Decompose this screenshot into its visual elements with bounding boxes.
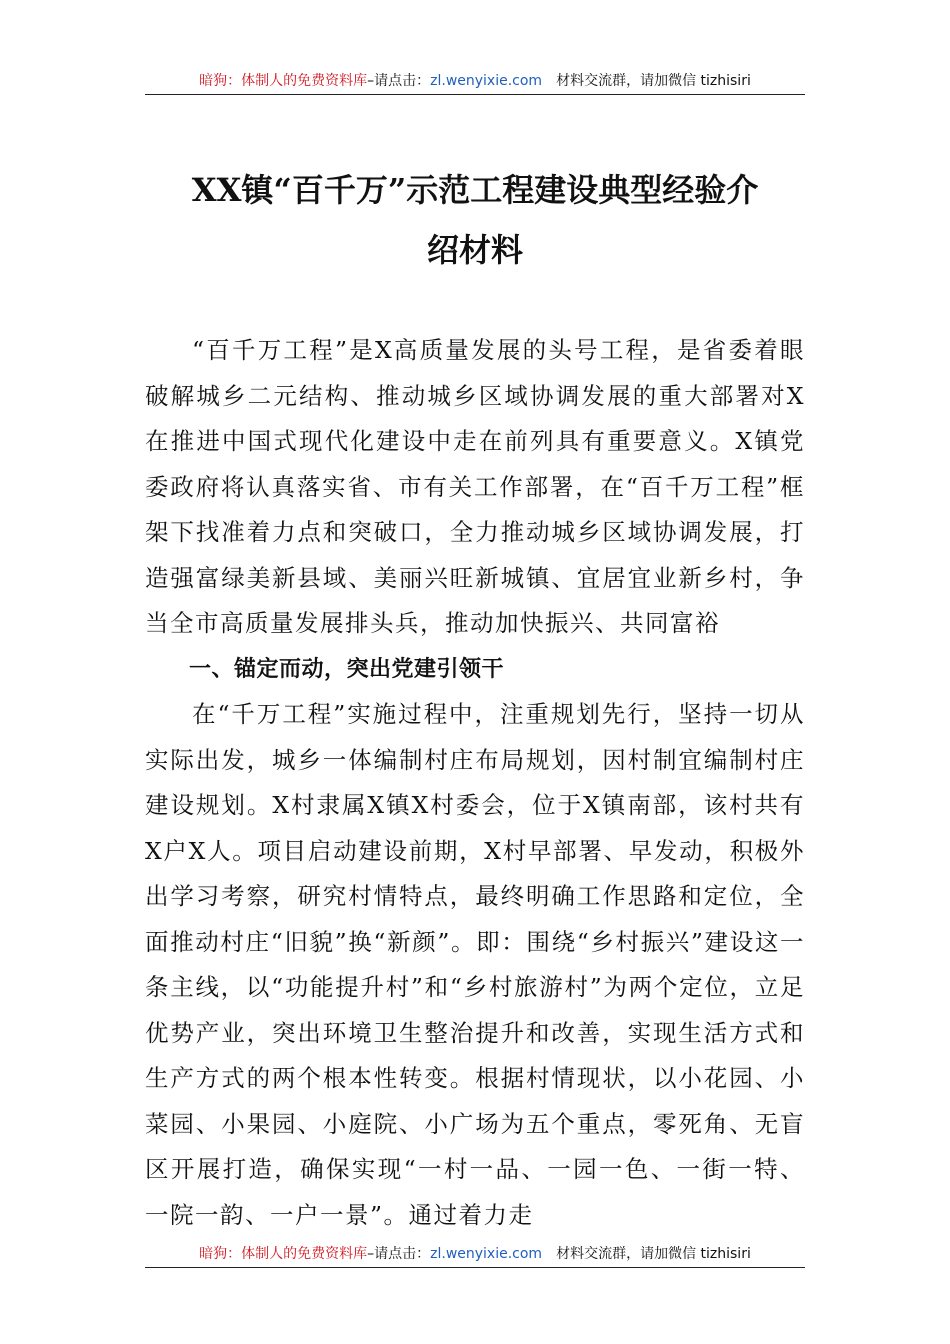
document-body (145, 328, 805, 1238)
banner-prompt: –请点击： (367, 73, 431, 89)
section-1-heading: 一、锚定而动，突出党建引领干 (189, 656, 505, 682)
intro-paragraph: “百千万工程”是X高质量发展的头号工程，是省委着眼破解城乡二元结构、推动城乡区域协调发展的重大部署对X在推进中国式现代化建设中走在前列具有重要意义。X镇党委政府将认真落实省、市有关工作部署，在“百千万工程”框架下找准着力点和突破口，全力推动城乡区域协调发展，打造强富绿美新县域、美丽兴旺新城镇、宜居宜业新乡村，争当全市高质量发展排头兵，推动加快振兴、共同富裕 (145, 336, 805, 637)
banner-contact: 材料交流群，请加微信 tizhisiri (556, 73, 751, 89)
header-banner (145, 70, 805, 95)
banner-link[interactable]: zl.wenyixie.com (430, 73, 543, 89)
footer-brand: 暗狗：体制人的免费资料库 (199, 1246, 368, 1262)
banner-brand: 暗狗：体制人的免费资料库 (199, 73, 368, 89)
footer-link[interactable]: zl.wenyixie.com (430, 1246, 543, 1262)
document-title (145, 160, 805, 280)
title-line-2: 绍材料 (426, 231, 523, 269)
section-1-paragraph: 在“千万工程”实施过程中，注重规划先行，坚持一切从实际出发，城乡一体编制村庄布局规划，因村制宜编制村庄建设规划。X村隶属X镇X村委会，位于X镇南部，该村共有X户X人。项目启动建设前期，X村早部署、早发动，积极外出学习考察，研究村情特点，最终明确工作思路和定位，全面推动村庄“旧貌”换“新颜”。即：围绕“乡村振兴”建设这一条主线，以“功能提升村”和“乡村旅游村”为两个定位，立足优势产业，突出环境卫生整治提升和改善，实现生活方式和生产方式的两个根本性转变。根据村情现状，以小花园、小菜园、小果园、小庭院、小广场为五个重点，零死角、无盲区开展打造，确保实现“一村一品、一园一色、一街一特、一院一韵、一户一景”。通过着力走 (145, 700, 805, 1229)
footer-contact: 材料交流群，请加微信 tizhisiri (556, 1246, 751, 1262)
footer-prompt: –请点击： (367, 1246, 431, 1262)
footer-banner (145, 1243, 805, 1268)
title-line-1: XX镇“百千万”示范工程建设典型经验介 (191, 171, 759, 209)
